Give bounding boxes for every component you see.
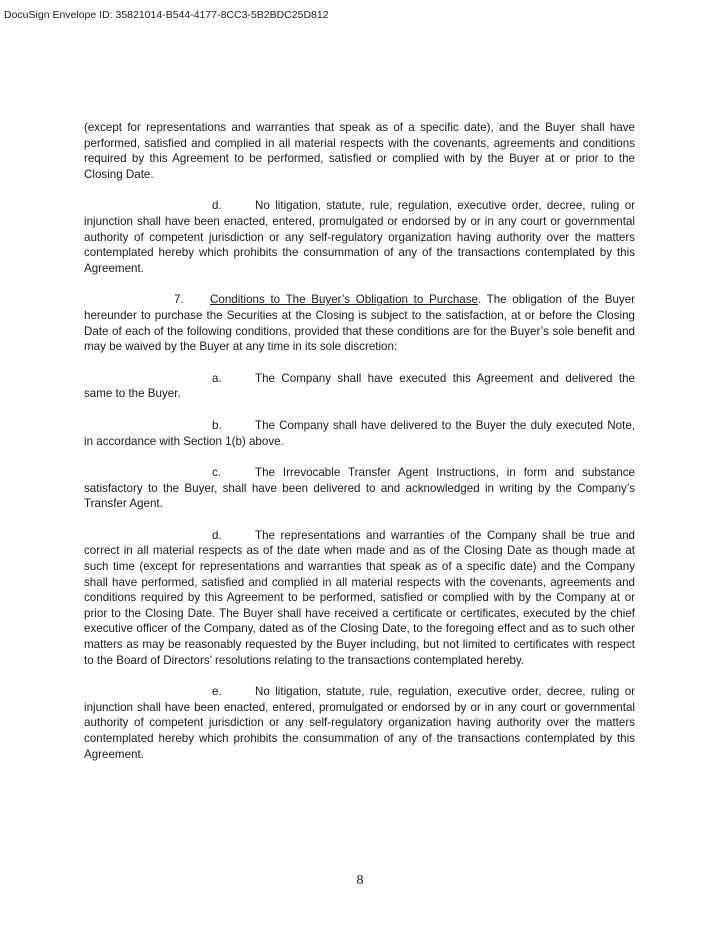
clause-text: No litigation, statute, rule, regulation, executive order, decree, ruling or injunction shall have been enacted, entered, promulgated or endorsed by or in any court or governmental authority of competent jurisdiction or any self-regulatory organization having authority over the matters contemplated hereby which prohibits the consummation of any of the transactions contemplated by this Agreement. (84, 199, 635, 275)
clause-label: d. (212, 199, 222, 213)
clause-e (84, 684, 635, 762)
paragraph-continuation: (except for representations and warranties that speak as of a specific date), and the Buyer shall have performed, satisfied and complied in all material respects with the covenants, agreements and conditions required by this Agreement to be performed, satisfied or complied with by the Buyer at or prior to the Closing Date. (84, 121, 635, 181)
clause-label: b. (212, 418, 222, 432)
clause-c (84, 465, 635, 512)
clause-d (84, 528, 635, 668)
clause-text: The Irrevocable Transfer Agent Instructions, in form and substance satisfactory to the Buyer, shall have been delivered to and acknowledged in writing by the Company’s Transfer Agent. (84, 466, 635, 511)
clause-b (84, 418, 635, 449)
clause-a (84, 371, 635, 402)
section-7 (84, 292, 635, 354)
clause-d-prior (84, 198, 635, 276)
envelope-id: DocuSign Envelope ID: 35821014-B544-4177-8CC3-5B2BDC25D812 (4, 9, 329, 21)
clause-text: The Company shall have executed this Agreement and delivered the same to the Buyer. (84, 371, 635, 401)
clause-text: No litigation, statute, rule, regulation, executive order, decree, ruling or injunction shall have been enacted, entered, promulgated or endorsed by or in any court or governmental authority of competent jurisdiction or any self-regulatory organization having authority over the matters contemplated hereby which prohibits the consummation of any of the transactions contemplated by this Agreement. (84, 685, 635, 761)
clause-text: The representations and warranties of the Company shall be true and correct in all material respects as of the date when made and as of the Closing Date as though made at such time (except for representations and warranties that speak as of a specific date) and the Company shall have performed, satisfied and complied in all material respects with the covenants, agreements and conditions required by this Agreement to be performed, satisfied or complied with by the Company at or prior to the Closing Date. The Buyer shall have received a certificate or certificates, executed by the chief executive officer of the Company, dated as of the Closing Date, to the foregoing effect and as to such other matters as may be reasonably requested by the Buyer including, but not limited to certificates with respect to the Board of Directors’ resolutions relating to the transactions contemplated hereby. (84, 528, 635, 667)
section-number: 7. (174, 293, 184, 307)
section-text: . The obligation of the Buyer hereunder to purchase the Securities at the Closing is subject to the satisfaction, at or before the Closing Date of each of the following conditions, provided that these conditions are for the Buyer’s sole benefit and may be waived by the Buyer at any time in its sole discretion: (84, 293, 636, 354)
document-body (84, 120, 635, 778)
clause-label: c. (212, 466, 222, 480)
section-title: Conditions to The Buyer’s Obligation to Purchase (210, 293, 478, 307)
clause-label: d. (212, 528, 222, 542)
clause-label: e. (212, 685, 222, 699)
clause-text: The Company shall have delivered to the Buyer the duly executed Note, in accordance with Section 1(b) above. (84, 418, 635, 448)
page-number: 8 (356, 873, 364, 888)
clause-label: a. (212, 371, 222, 385)
